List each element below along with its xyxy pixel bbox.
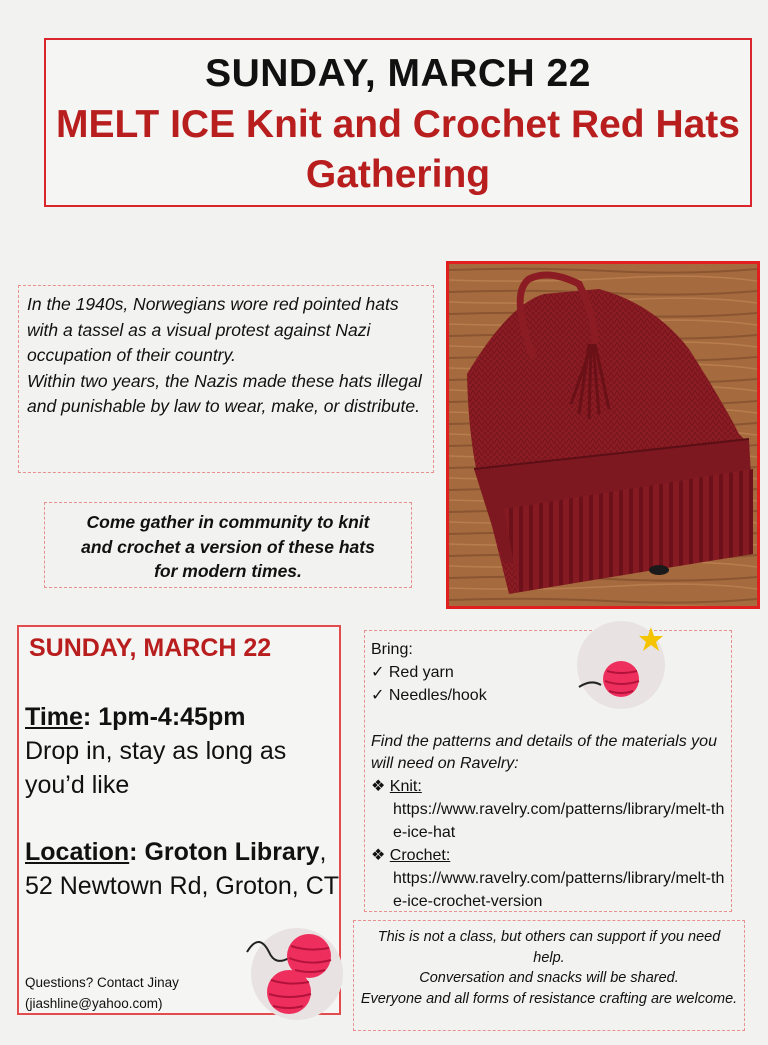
- red-hat-photo: [446, 261, 760, 609]
- time-label: Time: [25, 703, 83, 731]
- crochet-pattern-item: [371, 844, 731, 867]
- knit-pattern-link[interactable]: https://www.ravelry.com/patterns/library/melt-the-ice-hat: [393, 801, 725, 841]
- yarn-ball-icon: [239, 922, 349, 1022]
- location-address: , 52 Newtown Rd, Groton, CT: [25, 838, 340, 900]
- header-box: [44, 38, 752, 207]
- event-title: MELT ICE Knit and Crochet Red Hats Gathering: [56, 103, 740, 196]
- history-paragraph-2: Within two years, the Nazis made these hats illegal and punishable by law to wear, make, or distribute.: [27, 370, 422, 416]
- diamond-bullet-icon: ❖: [371, 778, 390, 795]
- bring-materials-box: [364, 630, 732, 912]
- location-section: Location: Groton Library, 52 Newtown Rd, Groton, CT: [25, 838, 340, 900]
- gather-invitation-box: [44, 502, 412, 588]
- diamond-bullet-icon: ❖: [371, 847, 390, 864]
- time-section: Time: 1pm-4:45pm Drop in, stay as long as you’d like: [25, 703, 287, 799]
- header-date: SUNDAY, MARCH 22: [205, 52, 591, 95]
- details-date: SUNDAY, MARCH 22: [29, 634, 272, 662]
- note-line-2: Conversation and snacks will be shared.: [419, 970, 679, 986]
- time-note: Drop in, stay as long as you’d like: [25, 737, 287, 799]
- time-value: 1pm-4:45pm: [98, 703, 246, 731]
- note-line-3: Everyone and all forms of resistance crafting are welcome.: [360, 990, 738, 1007]
- find-patterns-text: Find the patterns and details of the materials you will need on Ravelry:: [371, 733, 717, 772]
- bring-item-needles: ✓ Needles/hook: [371, 687, 487, 704]
- contact-email: (jiashline@yahoo.com): [25, 996, 163, 1011]
- gather-invitation-text: Come gather in community to knit and crochet a version of these hats for modern times.: [81, 512, 375, 581]
- location-place: Groton Library: [144, 838, 320, 866]
- contact-info: [25, 972, 245, 1014]
- yarn-ball-star-icon: [571, 617, 671, 717]
- history-text-box: [18, 285, 434, 473]
- event-details-box: [17, 625, 341, 1015]
- location-label: Location: [25, 838, 130, 866]
- knit-label: Knit:: [389, 778, 422, 795]
- check-icon: ✓: [371, 664, 389, 681]
- bring-item-yarn: ✓ Red yarn: [371, 664, 454, 681]
- bring-heading: Bring:: [371, 641, 413, 658]
- knit-pattern-item: [371, 775, 731, 798]
- crochet-label: Crochet:: [389, 847, 451, 864]
- crochet-pattern-link[interactable]: https://www.ravelry.com/patterns/library/melt-the-ice-crochet-version: [393, 870, 725, 910]
- history-paragraph-1: In the 1940s, Norwegians wore red pointed hats with a tassel as a visual protest against Nazi occupation of their country.: [27, 294, 399, 365]
- contact-line-1: Questions? Contact Jinay: [25, 975, 179, 990]
- note-line-1: This is not a class, but others can support if you need help.: [377, 929, 721, 966]
- footer-note-box: [353, 920, 745, 1031]
- check-icon: ✓: [371, 687, 389, 704]
